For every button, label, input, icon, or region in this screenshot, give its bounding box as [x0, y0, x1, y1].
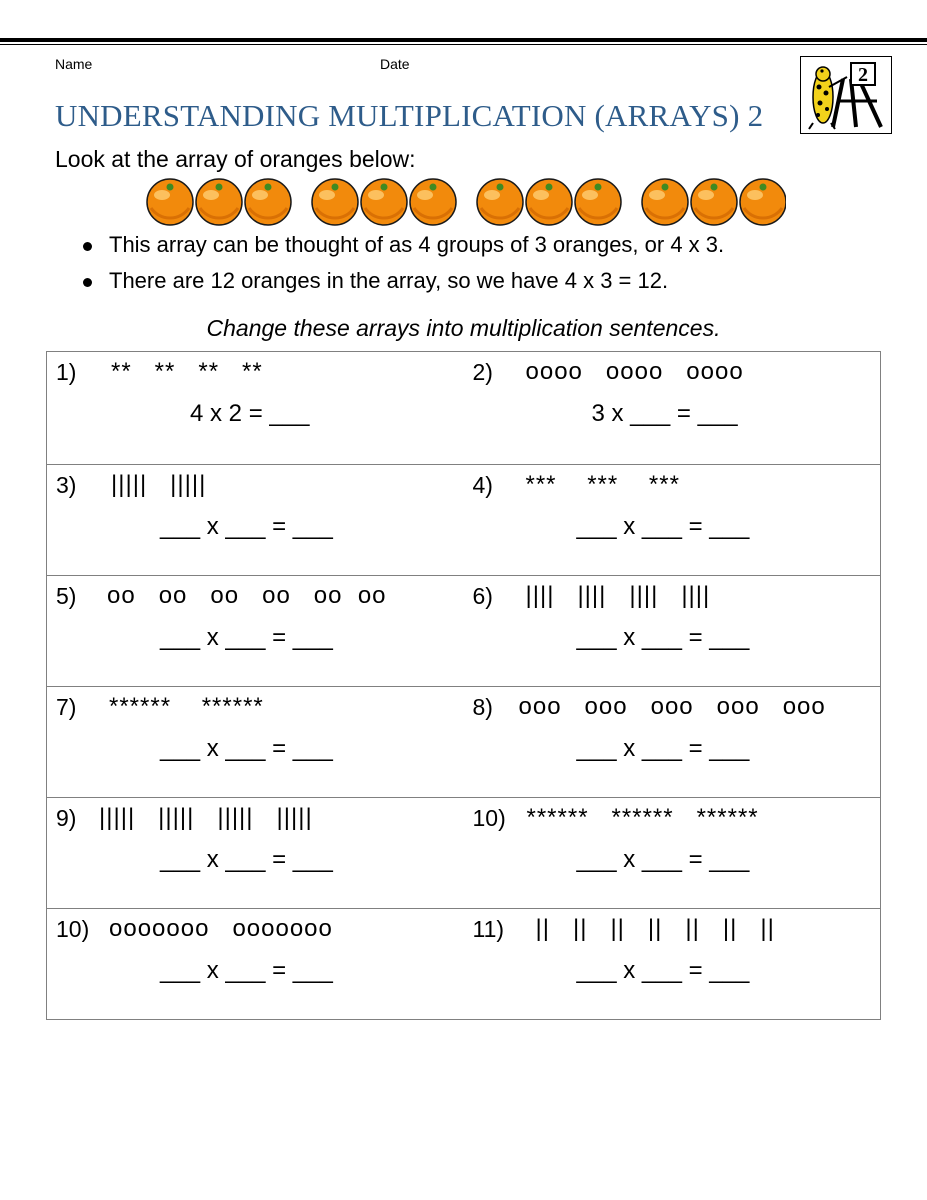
problem-sentence[interactable]: ___ x ___ = ___ — [576, 513, 750, 540]
problem-array: oooo oooo oooo — [525, 358, 744, 385]
problem-array: ||||| ||||| — [111, 471, 207, 498]
problem-sentence[interactable]: ___ x ___ = ___ — [576, 735, 750, 762]
orange-icon — [361, 179, 407, 225]
problem-cell-10 — [464, 798, 881, 908]
problem-array: ||||| ||||| ||||| ||||| — [99, 804, 313, 831]
problem-sentence[interactable]: ___ x ___ = ___ — [160, 846, 333, 873]
top-rule — [0, 38, 927, 42]
problem-array: oo oo oo oo oo oo — [107, 582, 387, 609]
problem-row — [47, 797, 880, 908]
problem-cell-9 — [47, 798, 464, 908]
problem-array: *** *** *** — [525, 471, 680, 498]
problem-cell-8 — [464, 687, 881, 797]
problem-number: 4) — [472, 472, 493, 498]
problem-row — [47, 908, 880, 1019]
problem-sentence[interactable]: ___ x ___ = ___ — [576, 624, 750, 651]
problem-row — [47, 686, 880, 797]
problem-array: ooo ooo ooo ooo ooo — [518, 693, 826, 720]
problem-number: 11) — [472, 916, 505, 942]
problem-row — [47, 352, 880, 464]
problem-number: 10) — [56, 916, 90, 942]
explanation-list — [80, 230, 724, 302]
problem-cell-7 — [47, 687, 464, 797]
orange-icon — [245, 179, 291, 225]
orange-icon — [642, 179, 688, 225]
page-title: UNDERSTANDING MULTIPLICATION (ARRAYS) 2 — [55, 98, 764, 133]
orange-array — [146, 178, 786, 226]
logo-graphic — [801, 57, 890, 132]
problem-number: 7) — [56, 694, 77, 720]
problem-cell-6 — [464, 576, 881, 686]
problem-sentence[interactable]: ___ x ___ = ___ — [160, 513, 333, 540]
problem-cell-11 — [47, 909, 464, 1019]
problem-number: 3) — [56, 472, 77, 498]
problem-cell-5 — [47, 576, 464, 686]
orange-icon — [196, 179, 242, 225]
problem-cell-3 — [47, 465, 464, 575]
intro-text: Look at the array of oranges below: — [55, 146, 416, 172]
top-rule-thin — [0, 44, 927, 45]
problem-array: ** ** ** ** — [111, 358, 263, 385]
orange-icon — [691, 179, 737, 225]
problem-cell-2 — [464, 352, 881, 464]
problem-sentence[interactable]: ___ x ___ = ___ — [576, 957, 750, 984]
problem-array: ****** ****** — [109, 693, 264, 720]
date-label: Date — [380, 56, 410, 72]
problem-sentence[interactable]: ___ x ___ = ___ — [576, 846, 750, 873]
orange-icon — [526, 179, 572, 225]
problem-array: ****** ****** ****** — [526, 804, 759, 831]
orange-icon — [477, 179, 523, 225]
logo — [800, 56, 892, 134]
name-label: Name — [55, 56, 93, 72]
problem-sentence[interactable]: 4 x 2 = ___ — [190, 400, 310, 427]
explanation-bullet-1: This array can be thought of as 4 groups of 3 oranges, or 4 x 3. — [80, 230, 724, 266]
problem-number: 2) — [472, 359, 493, 385]
problem-number: 8) — [472, 694, 493, 720]
orange-icon — [740, 179, 786, 225]
problem-cell-1 — [47, 352, 464, 464]
problem-number: 1) — [56, 359, 77, 385]
problem-cell-12 — [464, 909, 881, 1019]
problem-number: 9) — [56, 805, 77, 831]
problem-array: ooooooo ooooooo — [109, 915, 333, 942]
logo-number: 2 — [858, 64, 868, 86]
problem-row — [47, 575, 880, 686]
problem-sentence[interactable]: ___ x ___ = ___ — [160, 624, 333, 651]
problem-cell-4 — [464, 465, 881, 575]
problem-number: 10) — [472, 805, 506, 831]
orange-icon — [575, 179, 621, 225]
orange-icon — [410, 179, 456, 225]
problem-number: 5) — [56, 583, 77, 609]
explanation-bullet-2: There are 12 oranges in the array, so we have 4 x 3 = 12. — [80, 266, 724, 302]
problem-grid — [46, 351, 881, 1020]
problem-number: 6) — [472, 583, 493, 609]
orange-icon — [312, 179, 358, 225]
problem-array: |||| |||| |||| |||| — [525, 582, 711, 609]
problem-sentence[interactable]: ___ x ___ = ___ — [160, 957, 333, 984]
problem-array: || || || || || || || — [535, 915, 775, 942]
problem-sentence[interactable]: ___ x ___ = ___ — [160, 735, 333, 762]
problem-row — [47, 464, 880, 575]
instruction: Change these arrays into multiplication sentences. — [206, 315, 721, 341]
problem-sentence[interactable]: 3 x ___ = ___ — [591, 400, 738, 427]
orange-icon — [147, 179, 193, 225]
